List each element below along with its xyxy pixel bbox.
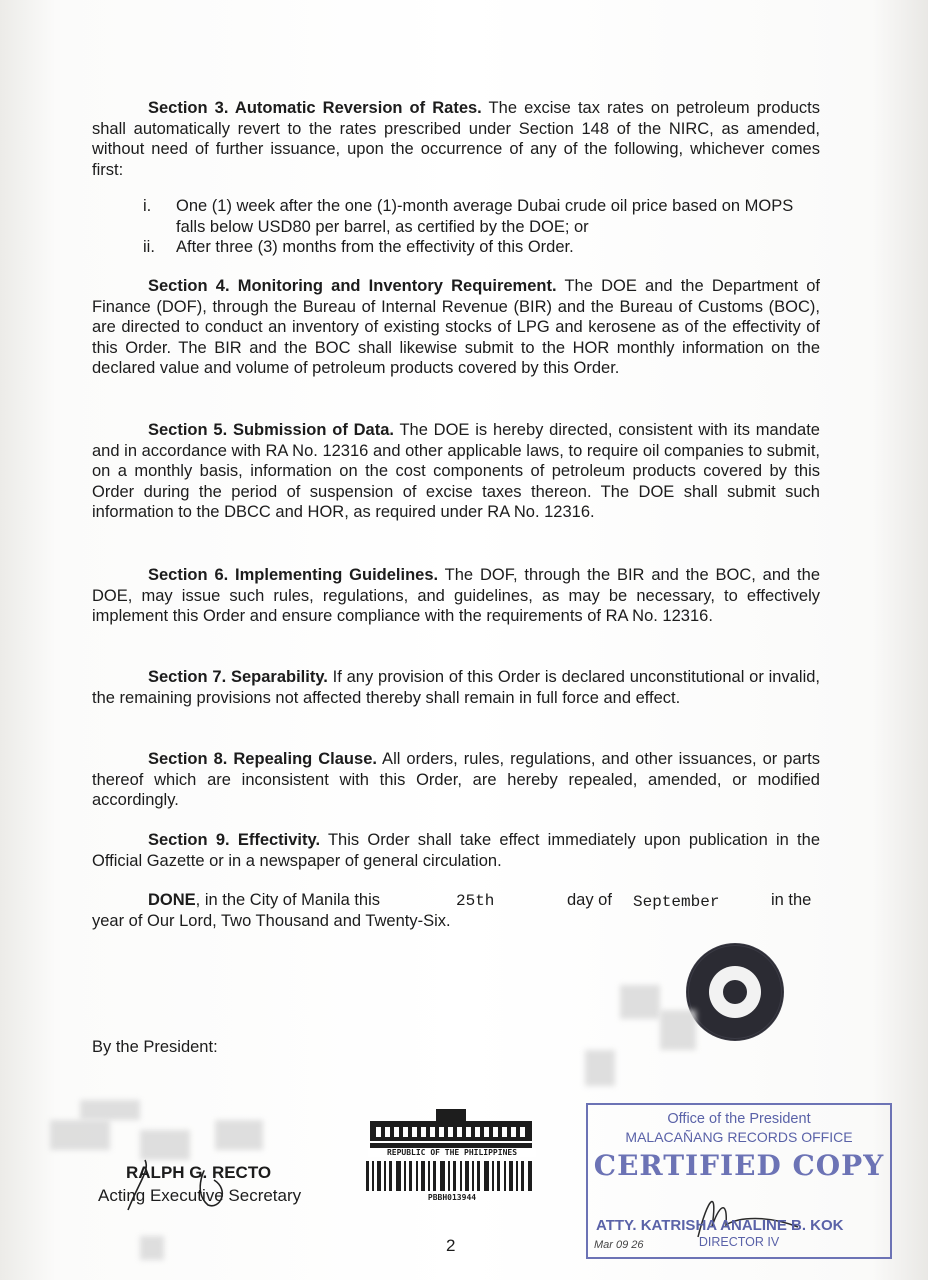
section-8-text: All orders, rules, regulations, and other issuances, or parts thereof which are inconsistent with this Order, are hereby repealed, amended, or modified accordingly. — [92, 750, 820, 810]
list-item-text: After three (3) months from the effectivity of this Order. — [176, 238, 574, 257]
done-clause-line2: year of Our Lord, Two Thousand and Twenty-Six. — [92, 912, 451, 930]
section-9-heading: Section 9. Effectivity. — [148, 831, 321, 849]
section-3-list — [143, 196, 823, 258]
section-8-heading: Section 8. Repealing Clause. — [148, 750, 377, 768]
list-item-text: One (1) week after the one (1)-month average Dubai crude oil price based on MOPS falls below USD80 per barrel, as certified by the DOE; or — [176, 197, 794, 236]
list-item-number: i. — [143, 197, 152, 215]
section-4-text: The DOE and the Department of Finance (DOF), through the Bureau of Internal Revenue (BIR) and the Bureau of Customs (BOC), are directed to conduct an inventory of existing stocks of LPG and kerosene as of the effectivity of this Order. The BIR and the BOC shall likewise submit to the HOR monthly information on the declared value and volume of petroleum products covered by this Order. — [92, 277, 821, 378]
section-8 — [92, 749, 820, 811]
stamp-officer-name: ATTY. KATRISHA ANALINE B. KOK — [596, 1217, 844, 1234]
barcode-number: PBBH013944 — [427, 1193, 477, 1202]
barcode-caption: REPUBLIC OF THE PHILIPPINES — [368, 1148, 536, 1157]
certified-copy-stamp — [586, 1103, 892, 1259]
section-5-text: The DOE is hereby directed, consistent with its mandate and in accordance with RA No. 12316 and other applicable laws, to require oil companies to submit, on a monthly basis, information on the cost components of petroleum products covered by this Order during the period of suspension of excise taxes thereon. The DOE shall submit such information to the DBCC and HOR, as required under RA No. 12316. — [92, 421, 820, 522]
section-7-heading: Section 7. Separability. — [148, 668, 328, 686]
section-3-heading: Section 3. Automatic Reversion of Rates. — [148, 99, 482, 117]
stamp-officer-title: DIRECTOR IV — [698, 1235, 780, 1249]
stamp-records-office: MALACAÑANG RECORDS OFFICE — [625, 1129, 853, 1145]
done-month: September — [633, 893, 720, 911]
section-5-heading: Section 5. Submission of Data. — [148, 421, 394, 439]
redaction-blur — [585, 1050, 615, 1086]
redaction-blur — [620, 985, 660, 1019]
done-day-of: day of — [567, 891, 612, 909]
redaction-blur — [50, 1120, 110, 1150]
done-lead: DONE — [148, 891, 196, 909]
section-9 — [92, 830, 820, 871]
redaction-blur — [80, 1100, 140, 1120]
presidential-seal — [686, 943, 784, 1041]
section-4-heading: Section 4. Monitoring and Inventory Requirement. — [148, 277, 557, 295]
list-item — [143, 196, 823, 237]
signatory-title: Acting Executive Secretary — [98, 1186, 302, 1205]
done-in-the: in the — [771, 891, 812, 909]
section-6-text: The DOF, through the BIR and the BOC, and the DOE, may issue such rules, regulations, and guidelines, as may be necessary, to effectively implement this Order and ensure compliance with the requirements of RA No. 12316. — [92, 566, 820, 626]
stamp-office: Office of the President — [667, 1111, 811, 1127]
done-day: 25th — [456, 892, 495, 910]
stamp-handwritten-date: Mar 09 26 — [594, 1239, 644, 1251]
section-3 — [92, 98, 820, 180]
by-the-president: By the President: — [92, 1038, 218, 1056]
list-item — [143, 237, 823, 258]
list-item-number: ii. — [143, 238, 155, 257]
section-6 — [92, 565, 820, 627]
section-5 — [92, 420, 820, 523]
done-text: , in the City of Manila this — [195, 891, 380, 909]
section-9-text: This Order shall take effect immediately upon publication in the Official Gazette or in a newspaper of general circulation. — [92, 831, 820, 870]
section-7 — [92, 667, 820, 708]
page-number: 2 — [446, 1236, 456, 1255]
signatory-name: RALPH G. RECTO — [126, 1163, 272, 1182]
section-4 — [92, 276, 820, 379]
signature-mark — [110, 1150, 310, 1220]
section-3-text: The excise tax rates on petroleum products shall automatically revert to the rates prescribed under Section 148 of the NIRC, as amended, without need of further issuance, upon the occurrence of any of the following, whichever comes first: — [92, 99, 821, 179]
stamp-headline: CERTIFIED COPY — [593, 1149, 885, 1182]
section-7-text: If any provision of this Order is declared unconstitutional or invalid, the remaining provisions not affected thereby shall remain in full force and effect. — [92, 668, 820, 707]
redaction-blur — [660, 1010, 696, 1050]
done-clause-line1 — [148, 890, 380, 911]
redaction-blur — [215, 1120, 263, 1150]
redaction-blur — [140, 1236, 164, 1260]
section-6-heading: Section 6. Implementing Guidelines. — [148, 566, 439, 584]
